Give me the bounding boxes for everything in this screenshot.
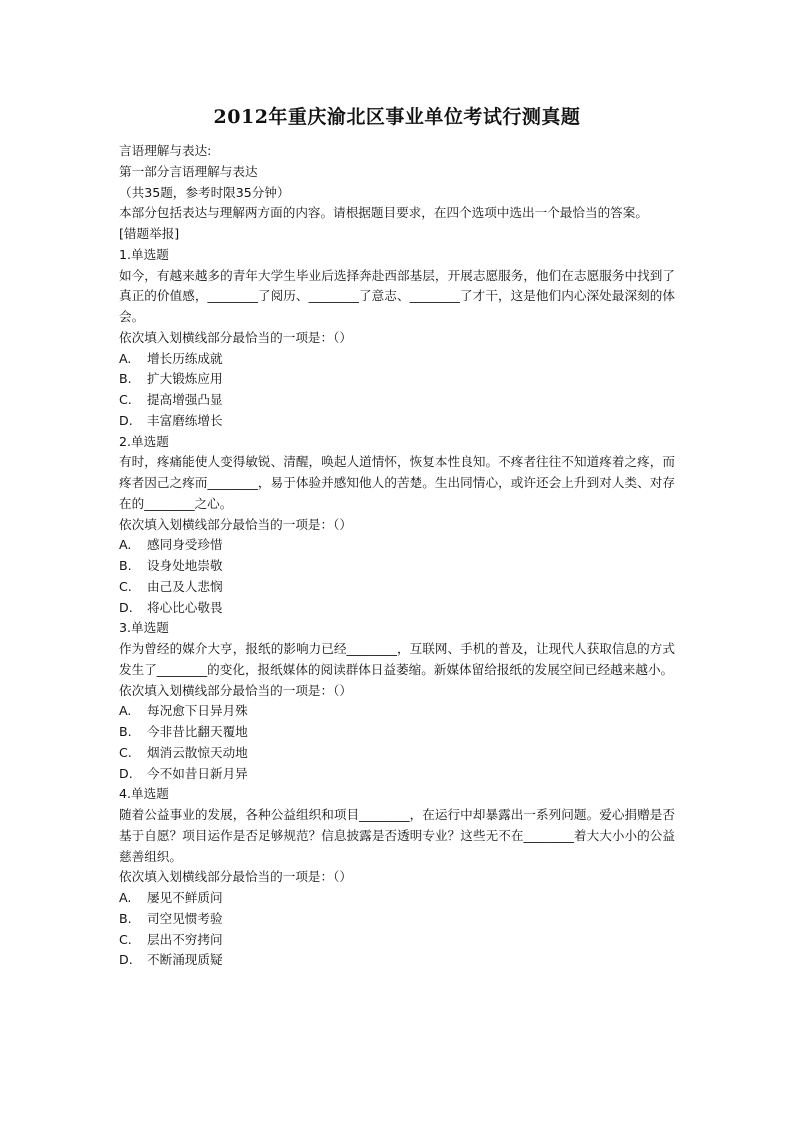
option-letter: C. [119,744,132,760]
time-limit-note: （共35题，参考时限35分钟） [119,184,290,200]
option-a [119,349,675,370]
option-text: 将心比心敬畏 [147,599,223,615]
question-prompt: 依次填入划横线部分最恰当的一项是：（） [119,516,352,532]
option-c [119,930,675,951]
option-letter: B. [119,724,132,739]
option-b [119,369,675,390]
option-letter: A. [119,537,132,553]
option-text: 每况愈下日异月殊 [147,703,248,719]
part-heading: 第一部分言语理解与表达 [119,163,258,179]
option-d [119,950,675,971]
option-a [119,888,675,909]
option-text: 增长历练成就 [147,350,223,366]
option-text: 感同身受珍惜 [147,537,223,553]
option-letter: B. [119,371,132,387]
report-error-link[interactable]: [错题举报] [119,226,180,241]
option-text: 今不如昔日新月异 [147,765,248,781]
option-text: 屡见不鲜质问 [147,890,223,905]
option-letter: B. [119,558,132,573]
option-letter: D. [119,412,133,428]
option-text: 设身处地崇敬 [147,558,223,573]
option-text: 今非昔比翻天覆地 [147,724,248,739]
option-letter: C. [119,931,132,947]
option-letter: D. [119,599,133,615]
question-label: 3.单选题 [119,620,169,636]
option-d [119,411,675,432]
option-a [119,701,675,722]
option-c [119,577,675,598]
option-b [119,909,675,930]
question-prompt: 依次填入划横线部分最恰当的一项是：（） [119,869,352,885]
option-text: 丰富磨练增长 [147,412,223,428]
document-body [119,141,675,971]
option-text: 层出不穷拷问 [147,931,223,947]
question-prompt: 依次填入划横线部分最恰当的一项是：（） [119,682,352,698]
question-label: 2.单选题 [119,433,169,449]
option-c [119,390,675,411]
option-b [119,722,675,743]
question-label: 4.单选题 [119,786,169,802]
option-d [119,764,675,785]
option-text: 不断涌现质疑 [147,952,223,968]
question-label: 1.单选题 [119,246,169,262]
question-stem: 作为曾经的媒介大亨，报纸的影响力已经________，互联网、手机的普及，让现代人获取信息的方式发生了________的变化，报纸媒体的阅读群体日益萎缩。新媒体留给报纸的发展空间已经越来越小。 [119,641,675,677]
option-c [119,743,675,764]
option-letter: B. [119,910,132,926]
question-prompt: 依次填入划横线部分最恰当的一项是：（） [119,329,352,345]
option-text: 烟消云散惊天动地 [147,744,248,760]
option-a [119,535,675,556]
option-text: 提高增强凸显 [147,392,223,407]
option-letter: D. [119,952,133,968]
option-text: 扩大锻炼应用 [147,371,223,387]
question-stem: 如今，有越来越多的青年大学生毕业后选择奔赴西部基层，开展志愿服务，他们在志愿服务中找到了真正的价值感，________了阅历、________了意志、________了才干，这是他们内心深处最深刻的体会。 [119,267,675,324]
option-letter: A. [119,350,132,366]
question-stem: 有时，疼痛能使人变得敏锐、清醒，唤起人道情怀，恢复本性良知。不疼者往往不知道疼着之疼，而疼者因己之疼而________，易于体验并感知他人的苦楚。生出同情心，或许还会上升到对人类、对存在的________之心。 [119,454,675,511]
option-text: 由己及人悲悯 [147,578,223,594]
page-title: 2012年重庆渝北区事业单位考试行测真题 [213,106,581,128]
option-letter: C. [119,392,132,407]
option-letter: D. [119,765,133,781]
section-heading: 言语理解与表达: [119,143,212,158]
option-text: 司空见惯考验 [147,910,223,926]
question-stem: 随着公益事业的发展，各种公益组织和项目________，在运行中却暴露出一系列问题。爱心捐赠是否基于自愿？项目运作是否足够规范？信息披露是否透明专业？这些无不在________着大大小小的公益慈善组织。 [119,807,675,864]
instructions-text: 本部分包括表达与理解两方面的内容。请根据题目要求，在四个选项中选出一个最恰当的答案。 [119,205,648,221]
option-d [119,598,675,619]
option-b [119,556,675,577]
option-letter: C. [119,578,132,594]
option-letter: A. [119,703,132,719]
option-letter: A. [119,890,132,905]
